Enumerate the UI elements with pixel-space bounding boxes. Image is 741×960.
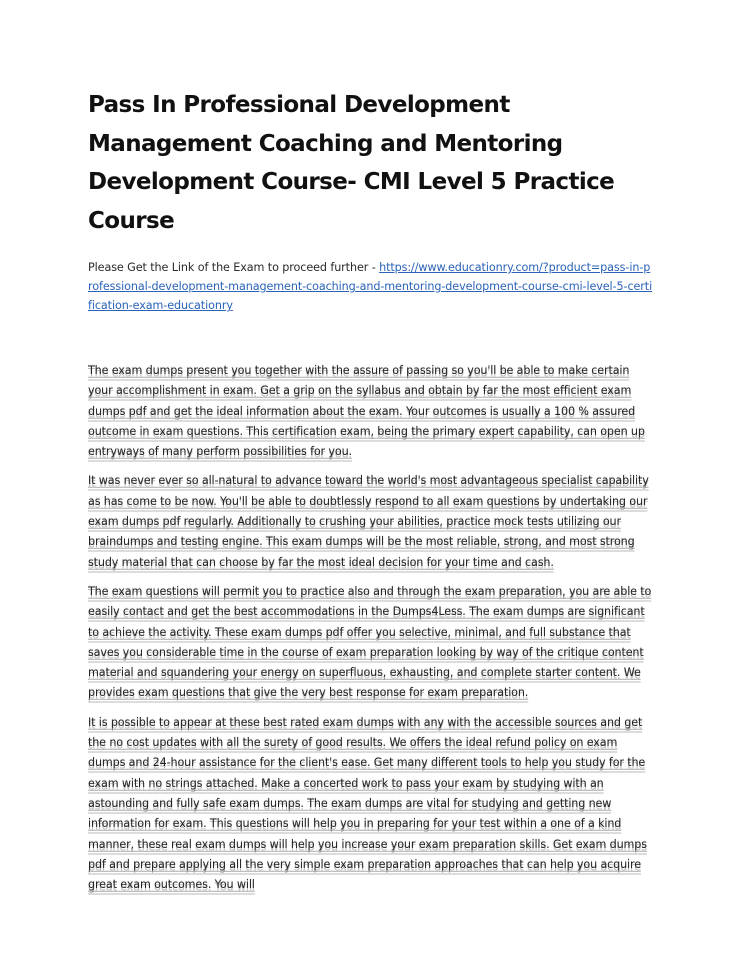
document-content [88, 86, 654, 904]
body-paragraph-3: The exam questions will permit you to practice also and through the exam preparation, you are able to easily contact and get the best accommodations in the Dumps4Less. The exam dumps are significant to achieve the activity. These exam dumps pdf offer you selective, minimal, and full substance that saves you considerable time in the course of exam preparation looking by way of the critique content material and squandering your energy on superfluous, exhausting, and complete starter content. We provides exam questions that give the very best response for exam preparation. [88, 584, 652, 700]
exam-link[interactable]: https://www.educationry.com/?product=pass-in-professional-development-management-coaching-and-mentoring-development-course-cmi-level-5-certification-exam-educationry [88, 261, 653, 312]
body-paragraph-4: It is possible to appear at these best rated exam dumps with any with the accessible sources and get the no cost updates with all the surety of good results. We offers the ideal refund policy on exam dumps and 24-hour assistance for the client's ease. Get many different tools to help you study for the exam with no strings attached. Make a concerted work to pass your exam by studying with an astounding and fully safe exam dumps. The exam dumps are vital for studying and getting new information for exam. This questions will help you in preparing for your test within a one of a kind manner, these real exam dumps will help you increase your exam preparation skills. Get exam dumps pdf and prepare applying all the very simple exam preparation approaches that can help you acquire great exam outcomes. You will [88, 715, 647, 892]
body-paragraph-2: It was never ever so all-natural to advance toward the world's most advantageous specialist capability as has come to be now. You'll be able to doubtlessly respond to all exam questions by undertaking our exam dumps pdf regularly. Additionally to crushing your abilities, practice mock tests utilizing our braindumps and testing engine. This exam dumps will be the most reliable, strong, and most strong study material that can choose by far the most ideal decision for your time and cash. [88, 474, 649, 569]
page-title: Pass In Professional Development Management Coaching and Mentoring Development Course- CMI Level 5 Practice Course [88, 92, 615, 234]
intro-text: Please Get the Link of the Exam to proceed further - [88, 261, 380, 274]
body-paragraph-1: The exam dumps present you together with the assure of passing so you'll be able to make certain your accomplishment in exam. Get a grip on the syllabus and obtain by far the most efficient exam dumps pdf and get the ideal information about the exam. Your outcomes is usually a 100 % assured outcome in exam questions. This certification exam, being the primary expert capability, can open up entryways of many perform possibilities for you. [88, 364, 645, 459]
intro-paragraph [88, 258, 654, 315]
body-text [88, 361, 654, 895]
